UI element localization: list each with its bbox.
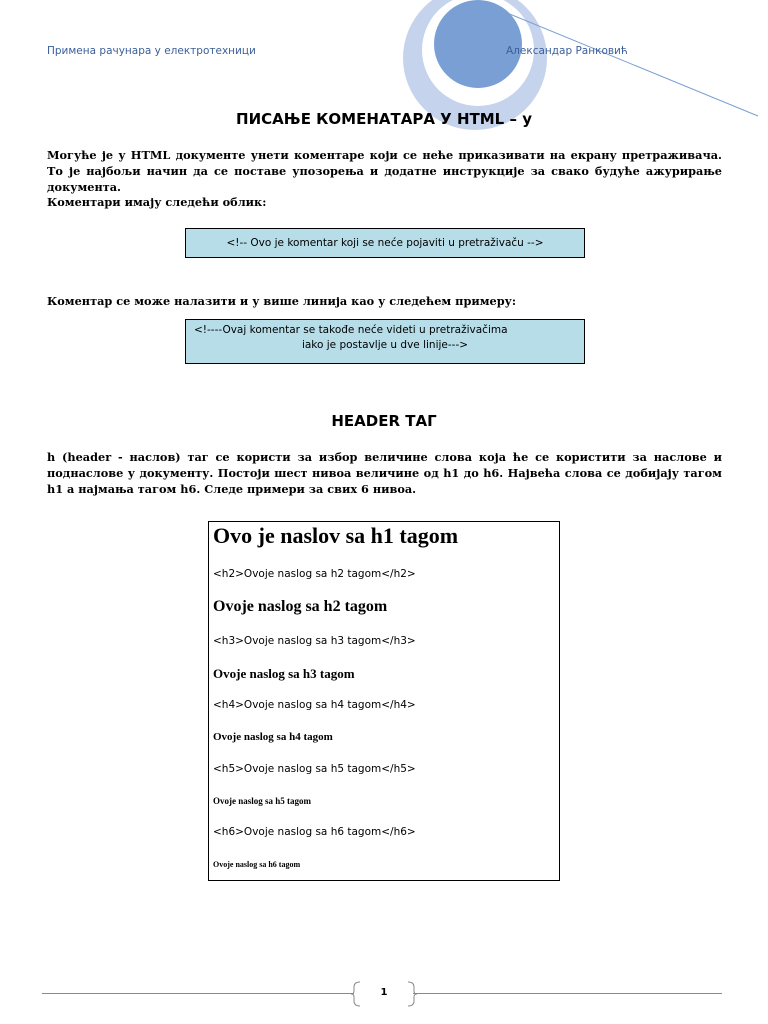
example-h1: Ovo je naslov sa h1 tagom [213, 523, 459, 548]
paragraph-comments-intro: Могуће је у HTML документе унети коментаре који се неће приказивати на екрану претраживача. То је најбољи начин да се поставе упозорења и додатне инструкције за свако будуће ажурирање документа. [47, 148, 722, 194]
code-box-multi-line-comment [185, 319, 585, 364]
example-code-h5: <h5>Ovoje naslog sa h5 tagom</h5> [213, 763, 416, 775]
footer-rule-left [42, 993, 354, 994]
header-author: Александар Ранковић [506, 45, 628, 57]
paragraph-header-tag: h (header - наслов) таг се користи за избор величине слова која ће се користити за наслове и поднаслове у документу. Постоји шест нивоа величине од h1 до h6. Највећа слова се добијају тагом h1 а најмања тагом h6. Следе примери за свих 6 нивоа. [47, 450, 722, 496]
example-h4: Ovoje naslog sa h4 tagom [213, 731, 333, 743]
code-text-line1: <!----Ovaj komentar se takođe neće videti u pretraživačima [194, 324, 508, 336]
example-h3: Ovoje naslog sa h3 tagom [213, 666, 355, 681]
paragraph-comment-form: Коментари имају следећи облик: [47, 195, 267, 209]
code-text-line2: iako je postavlje u dve linije---> [301, 339, 469, 351]
example-h6: Ovoje naslog sa h6 tagom [213, 860, 301, 869]
example-h5: Ovoje naslog sa h5 tagom [213, 796, 312, 806]
paragraph-multiline-comment: Коментар се може налазити и у више линија као у следећем примеру: [47, 294, 517, 308]
example-code-h6: <h6>Ovoje naslog sa h6 tagom</h6> [213, 826, 416, 838]
example-code-h4: <h4>Ovoje naslog sa h4 tagom</h4> [213, 699, 416, 711]
page-number: 1 [380, 987, 388, 998]
footer-rule-right [413, 993, 722, 994]
example-h2: Ovoje naslog sa h2 tagom [213, 598, 388, 615]
header-course-title: Примена рачунара у електротехници [47, 45, 256, 57]
example-code-h2: <h2>Ovoje naslog sa h2 tagom</h2> [213, 568, 416, 580]
section-title-header-tag: HEADER ТАГ [331, 412, 437, 430]
section-title-comments: ПИСАЊЕ КОМЕНАТАРА У HTML – у [236, 110, 532, 128]
example-code-h3: <h3>Ovoje naslog sa h3 tagom</h3> [213, 635, 416, 647]
code-box-single-line-comment [185, 228, 585, 258]
heading-levels-example [208, 521, 560, 881]
code-text: <!-- Ovo je komentar koji se neće pojaviti u pretraživaču --> [226, 237, 544, 249]
